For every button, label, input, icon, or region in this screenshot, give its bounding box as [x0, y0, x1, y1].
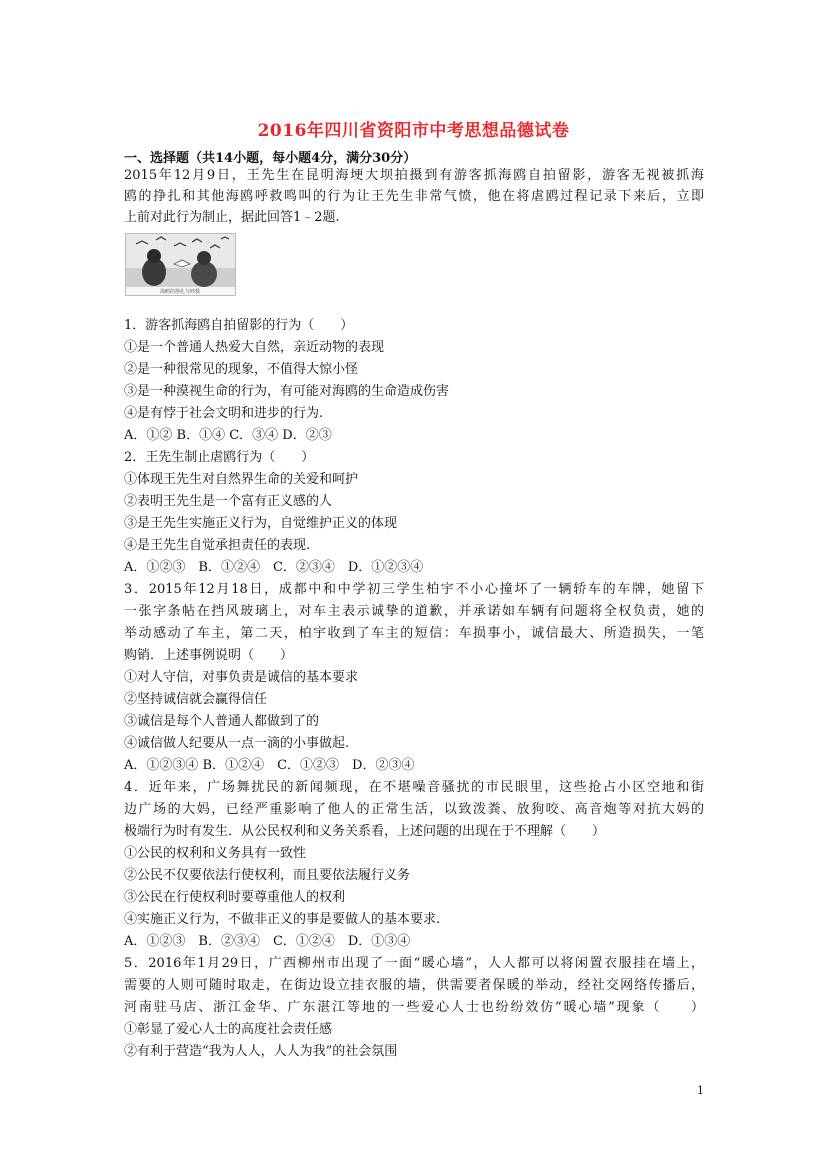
question-line: 一张字条帖在挡风玻璃上，对车主表示诚挚的道歉，并承诺如车辆有问题将全权负责，她的 — [124, 604, 704, 619]
answer-choices: A．①② B．①④ C．③④ D．②③ — [124, 428, 332, 443]
option-line: ③诚信是每个人普通人都做到了的 — [124, 714, 320, 729]
page-number: 1 — [697, 1084, 704, 1097]
option-line: ①彰显了爱心人士的高度社会责任感 — [124, 1022, 333, 1037]
intro-line: 2015年12月9日，王先生在昆明海埂大坝拍摄到有游客抓海鸥自拍留影，游客无视被抓海 — [124, 168, 704, 183]
answer-choices: A．①②③ B．①②④ C．②③④ D．①②③④ — [124, 560, 424, 575]
option-line: ②是一种很常见的现象，不值得大惊小怪 — [124, 362, 359, 377]
question-line: 1．游客抓海鸥自拍留影的行为（ ） — [124, 318, 354, 333]
section-heading: 一、选择题（共14小题，每小题4分，满分30分） — [124, 151, 417, 166]
question-line: 2．王先生制止虐鸥行为（ ） — [124, 450, 315, 465]
question-line: 河南驻马店、浙江金华、广东湛江等地的一些爱心人士也纷纷效仿“暖心墙”现象（ ） — [124, 1000, 704, 1015]
seagull-photo — [125, 233, 236, 296]
intro-line: 上前对此行为制止，据此回答1﹣2题. — [124, 210, 340, 225]
option-line: ③是一种漠视生命的行为，有可能对海鸥的生命造成伤害 — [124, 384, 450, 399]
option-line: ④是有悖于社会文明和进步的行为. — [124, 406, 324, 421]
page-title: 2016年四川省资阳市中考思想品德试卷 — [257, 121, 570, 141]
option-line: ④实施正义行为，不做非正义的事是要做人的基本要求. — [124, 912, 441, 927]
answer-choices: A．①②③④ B．①②④ C．①②③ D．②③④ — [124, 758, 415, 773]
option-line: ④诚信做人纪要从一点一滴的小事做起. — [124, 736, 350, 751]
question-line: 举动感动了车主，第二天，柏宇收到了车主的短信：车损事小，诚信最大、所造损失，一笔 — [124, 626, 704, 641]
option-line: ③是王先生实施正义行为，自觉维护正义的体现 — [124, 516, 398, 531]
question-line: 5．2016年1月29日，广西柳州市出现了一面“暖心墙”，人人都可以将闲置衣服挂在墙上， — [124, 956, 704, 971]
question-line: 3．2015年12月18日，成都中和中学初三学生柏宇不小心撞坏了一辆轿车的车牌，她留下 — [124, 582, 704, 597]
option-line: ①对人守信，对事负责是诚信的基本要求 — [124, 670, 359, 685]
option-line: ②坚持诚信就会赢得信任 — [124, 692, 268, 707]
question-line: 边广场的大妈，已经严重影响了他人的正常生活，以致泼粪、放狗咬、高音炮等对抗大妈的 — [124, 802, 704, 817]
option-line: ①是一个普通人热爱大自然，亲近动物的表现 — [124, 340, 385, 355]
question-line: 4．近年来，广场舞扰民的新闻频现，在不堪噪音骚扰的市民眼里，这些抢占小区空地和街 — [124, 780, 704, 795]
answer-choices: A．①②③ B．②③④ C．①②④ D．①③④ — [124, 934, 411, 949]
option-line: ①公民的权利和义务具有一致性 — [124, 846, 307, 861]
option-line: ②表明王先生是一个富有正义感的人 — [124, 494, 333, 509]
option-line: ②有利于营造“我为人人，人人为我”的社会氛围 — [124, 1044, 398, 1059]
question-line: 购销．上述事例说明（ ） — [124, 648, 294, 663]
question-line: 需要的人则可随时取走，在街边设立挂衣服的墙，供需要者保暖的举动，经社交网络传播后， — [124, 978, 704, 993]
intro-line: 鸥的挣扎和其他海鸥呼救鸣叫的行为让王先生非常气愤，他在将虐鸥过程记录下来后，立即 — [124, 189, 704, 204]
option-line: ①体现王先生对自然界生命的关爱和呵护 — [124, 472, 359, 487]
option-line: ④是王先生自觉承担责任的表现. — [124, 538, 311, 553]
photo-caption: 海鸥的挣扎与呼救 — [159, 289, 201, 295]
option-line: ③公民在行使权利时要尊重他人的权利 — [124, 890, 346, 905]
question-line: 极端行为时有发生．从公民权利和义务关系看，上述问题的出现在于不理解（ ） — [124, 824, 606, 839]
option-line: ②公民不仅要依法行使权利，而且要依法履行义务 — [124, 868, 411, 883]
